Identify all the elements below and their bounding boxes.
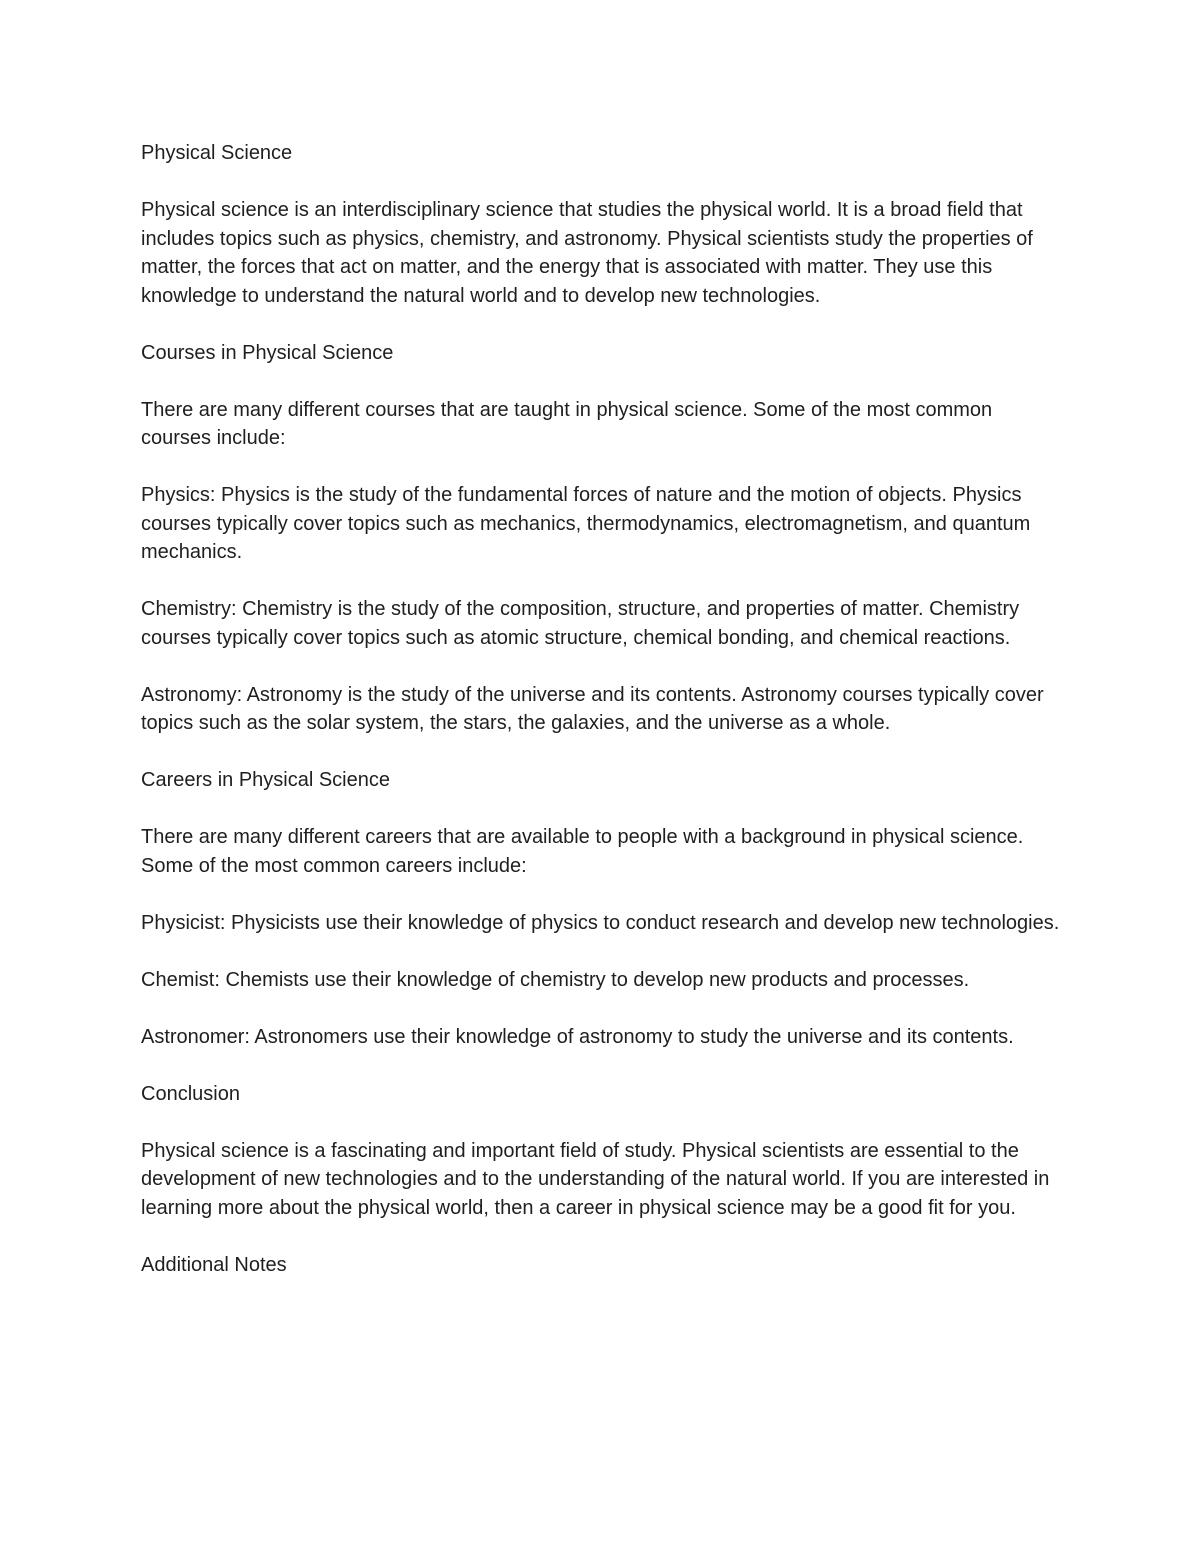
conclusion-heading: Conclusion xyxy=(141,1082,240,1105)
conclusion-paragraph: Physical science is a fascinating and important field of study. Physical scientists are essential to the development of new technologies and to the understanding of the natural world. If you are interested in learning more about the physical world, then a career in physical science may be a good fit for you. xyxy=(141,1139,1050,1219)
course-chemistry-paragraph: Chemistry: Chemistry is the study of the composition, structure, and properties of matter. Chemistry courses typically cover topics such as atomic structure, chemical bonding, and chemical reactions. xyxy=(141,598,1020,649)
course-astronomy-paragraph: Astronomy: Astronomy is the study of the universe and its contents. Astronomy courses typically cover topics such as the solar system, the stars, the galaxies, and the universe as a whole. xyxy=(141,683,1044,734)
course-physics-paragraph: Physics: Physics is the study of the fundamental forces of nature and the motion of objects. Physics courses typically cover topics such as mechanics, thermodynamics, electromagnetism, and quantum mechanics. xyxy=(141,484,1031,563)
additional-notes-heading: Additional Notes xyxy=(141,1253,287,1276)
career-astronomer-paragraph: Astronomer: Astronomers use their knowledge of astronomy to study the universe and its contents. xyxy=(141,1025,1014,1048)
career-physicist-paragraph: Physicist: Physicists use their knowledge of physics to conduct research and develop new technologies. xyxy=(141,911,1060,934)
document-body xyxy=(141,139,1061,1279)
careers-heading: Careers in Physical Science xyxy=(141,769,390,791)
courses-intro-paragraph: There are many different courses that are taught in physical science. Some of the most common courses include: xyxy=(141,398,993,449)
careers-intro-paragraph: There are many different careers that are available to people with a background in physical science. Some of the most common careers include: xyxy=(141,826,1024,877)
intro-paragraph: Physical science is an interdisciplinary science that studies the physical world. It is a broad field that includes topics such as physics, chemistry, and astronomy. Physical scientists study the properties of matter, the forces that act on matter, and the energy that is associated with matter. They use this knowledge to understand the natural world and to develop new technologies. xyxy=(141,199,1033,307)
career-chemist-paragraph: Chemist: Chemists use their knowledge of chemistry to develop new products and processes. xyxy=(141,968,970,991)
courses-heading: Courses in Physical Science xyxy=(141,341,394,364)
document-title: Physical Science xyxy=(141,142,293,164)
